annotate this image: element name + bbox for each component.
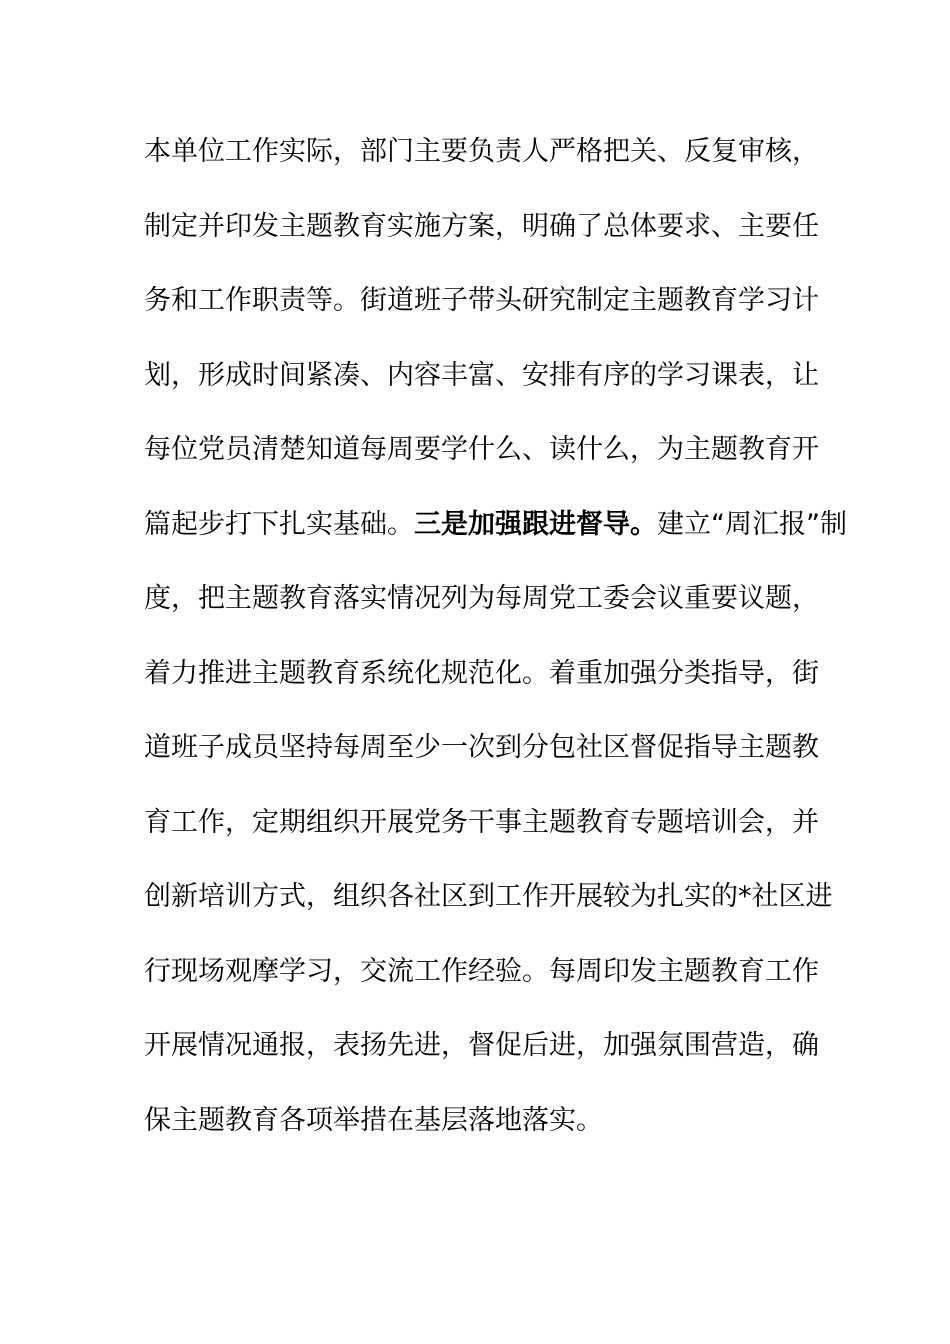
text-line: 行现场观摩学习，交流工作经验。每周印发主题教育工作 [144,955,819,987]
text-line: 务和工作职责等。街道班子带头研究制定主题教育学习计 [144,285,819,316]
body-paragraph [144,130,847,1173]
text-line: 育工作，定期组织开展党务干事主题教育专题培训会，并 [144,806,819,838]
text-line: 保主题教育各项举措在基层落地落实。 [144,1104,603,1136]
text-run: 建立“周汇报”制 [657,508,847,540]
text-line [144,503,847,578]
text-line: 着力推进主题教育系统化规范化。着重加强分类指导，街 [144,657,819,689]
text-line: 开展情况通报，表扬先进，督促后进，加强氛围营造，确 [144,1030,819,1061]
text-line: 本单位工作实际，部门主要负责人严格把关、反复审核， [144,136,819,167]
text-run: 篇起步打下扎实基础。 [144,508,414,540]
text-line: 每位党员清楚知道每周要学什么、读什么，为主题教育开 [144,434,819,465]
text-line: 度，把主题教育落实情况列为每周党工委会议重要议题， [144,583,819,614]
text-line: 道班子成员坚持每周至少一次到分包社区督促指导主题教 [144,732,819,763]
text-line: 创新培训方式，组织各社区到工作开展较为扎实的*社区进 [144,881,833,912]
bold-heading-run: 三是加强跟进督导。 [414,508,657,540]
text-line: 划，形成时间紧凑、内容丰富、安排有序的学习课表，让 [144,359,819,391]
text-line: 制定并印发主题教育实施方案，明确了总体要求、主要任 [144,210,819,242]
